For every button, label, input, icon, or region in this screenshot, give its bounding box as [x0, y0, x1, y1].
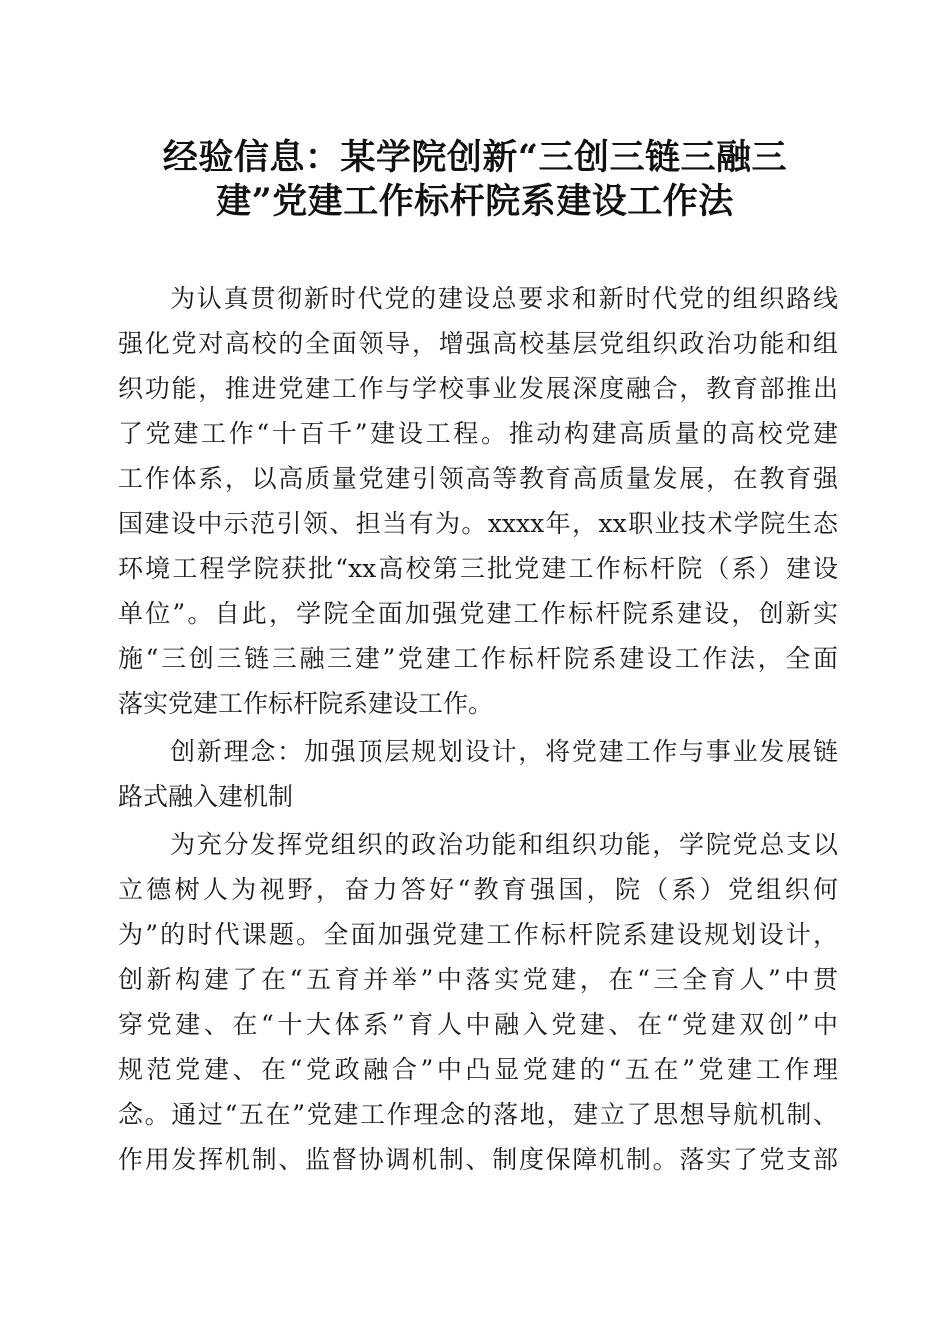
text-line: 国建设中示范引领、担当有为。xxxx年，xx职业技术学院生态: [118, 509, 838, 538]
text-line: 路式融入建机制: [118, 782, 294, 811]
text-line: 创新构建了在“五育并举”中落实党建，在“三全育人”中贯: [118, 965, 838, 994]
document-title: [100, 136, 850, 224]
text-line: 织功能，推进党建工作与学校事业发展深度融合，教育部推出: [118, 374, 838, 403]
text-line: 创新理念：加强顶层规划设计，将党建工作与事业发展链: [170, 737, 838, 766]
text-line: 为充分发挥党组织的政治功能和组织功能，学院党总支以: [170, 830, 838, 859]
text-line: 念。通过“五在”党建工作理念的落地，建立了思想导航机制、: [118, 1100, 838, 1129]
title-line: 经验信息：某学院创新“三创三链三融三: [162, 137, 788, 178]
text-line: 为认真贯彻新时代党的建设总要求和新时代党的组织路线: [170, 284, 838, 313]
paragraph-intro: [118, 276, 838, 726]
text-line: 施“三创三链三融三建”党建工作标杆院系建设工作法，全面: [118, 644, 838, 673]
text-line: 作用发挥机制、监督协调机制、制度保障机制。落实了党支部: [118, 1145, 838, 1174]
text-line: 工作体系，以高质量党建引领高等教育高质量发展，在教育强: [118, 464, 838, 493]
text-line: 了党建工作“十百千”建设工程。推动构建高质量的高校党建: [118, 419, 838, 448]
paragraph-body: [118, 822, 838, 1182]
text-line: 强化党对高校的全面领导，增强高校基层党组织政治功能和组: [118, 329, 838, 358]
text-line: 规范党建、在“党政融合”中凸显党建的“五在”党建工作理: [118, 1055, 838, 1084]
paragraph-section-heading: [118, 729, 838, 819]
document-body: [118, 276, 838, 1185]
text-line: 立德树人为视野，奋力答好“教育强国，院（系）党组织何: [118, 875, 838, 904]
text-line: 环境工程学院获批“xx高校第三批党建工作标杆院（系）建设: [118, 554, 838, 583]
text-line: 为”的时代课题。全面加强党建工作标杆院系建设规划设计，: [118, 920, 838, 949]
text-line: 单位”。自此，学院全面加强党建工作标杆院系建设，创新实: [118, 599, 838, 628]
text-line: 穿党建、在“十大体系”育人中融入党建、在“党建双创”中: [118, 1010, 838, 1039]
text-line: 落实党建工作标杆院系建设工作。: [118, 689, 494, 718]
title-line: 建”党建工作标杆院系建设工作法: [216, 181, 734, 222]
